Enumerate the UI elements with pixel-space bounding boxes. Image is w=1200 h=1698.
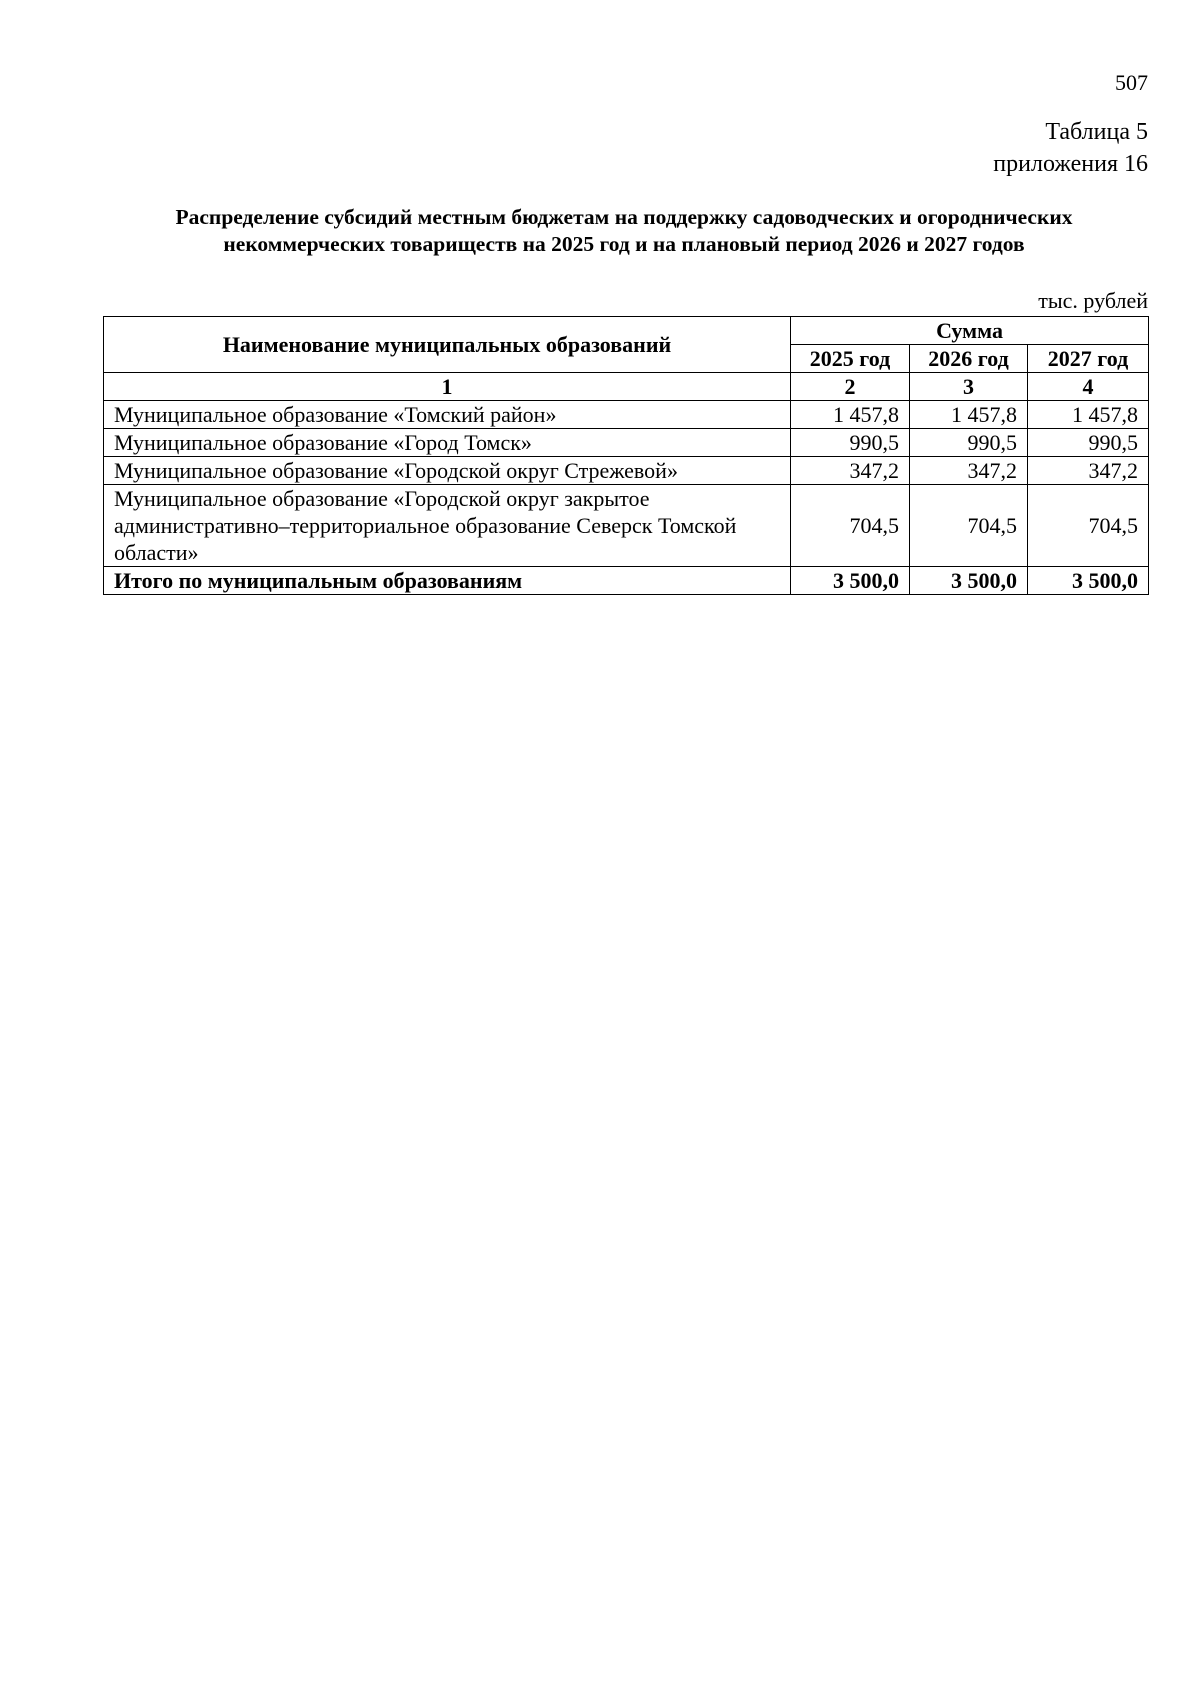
amount-2025: 704,5: [791, 485, 910, 567]
page-number: 507: [1115, 70, 1148, 95]
table-row: [104, 401, 1149, 429]
total-2026: 3 500,0: [910, 567, 1028, 595]
table-row: [104, 485, 1149, 567]
header-sum-group: Сумма: [791, 317, 1149, 345]
amount-2026: 1 457,8: [910, 401, 1028, 429]
column-index: 4: [1028, 373, 1149, 401]
column-index: 1: [104, 373, 791, 401]
table-reference: [993, 116, 1148, 180]
total-2027: 3 500,0: [1028, 567, 1149, 595]
amount-2025: 1 457,8: [791, 401, 910, 429]
table-row: [104, 429, 1149, 457]
header-row: [104, 317, 1149, 345]
amount-2026: 990,5: [910, 429, 1028, 457]
amount-2025: 347,2: [791, 457, 910, 485]
table-row: [104, 457, 1149, 485]
total-label: Итого по муниципальным образованиям: [104, 567, 791, 595]
table-number: Таблица 5: [1045, 119, 1148, 145]
column-index: 2: [791, 373, 910, 401]
header-year-2027: 2027 год: [1028, 345, 1149, 373]
amount-2027: 990,5: [1028, 429, 1149, 457]
title-line-2: некоммерческих товариществ на 2025 год и на плановый период 2026 и 2027 годов: [223, 232, 1025, 256]
amount-2026: 704,5: [910, 485, 1028, 567]
units-label: тыс. рублей: [1038, 288, 1148, 313]
header-year-2025: 2025 год: [791, 345, 910, 373]
title-line-1: Распределение субсидий местным бюджетам на поддержку садоводческих и огороднических: [175, 205, 1073, 229]
municipality-name: Муниципальное образование «Томский район»: [104, 401, 791, 429]
header-year-2026: 2026 год: [910, 345, 1028, 373]
amount-2027: 1 457,8: [1028, 401, 1149, 429]
document-title: [100, 204, 1148, 258]
amount-2026: 347,2: [910, 457, 1028, 485]
header-name-column: Наименование муниципальных образований: [104, 317, 791, 373]
total-2025: 3 500,0: [791, 567, 910, 595]
municipality-name: Муниципальное образование «Городской округ Стрежевой»: [104, 457, 791, 485]
appendix-reference: приложения 16: [993, 151, 1148, 177]
column-index-row: [104, 373, 1149, 401]
amount-2025: 990,5: [791, 429, 910, 457]
municipality-name: Муниципальное образование «Городской округ закрытое административно–территориальное образование Северск Томской области»: [104, 485, 791, 567]
municipality-name: Муниципальное образование «Город Томск»: [104, 429, 791, 457]
amount-2027: 704,5: [1028, 485, 1149, 567]
amount-2027: 347,2: [1028, 457, 1149, 485]
subsidy-table: [103, 316, 1149, 595]
total-row: [104, 567, 1149, 595]
column-index: 3: [910, 373, 1028, 401]
